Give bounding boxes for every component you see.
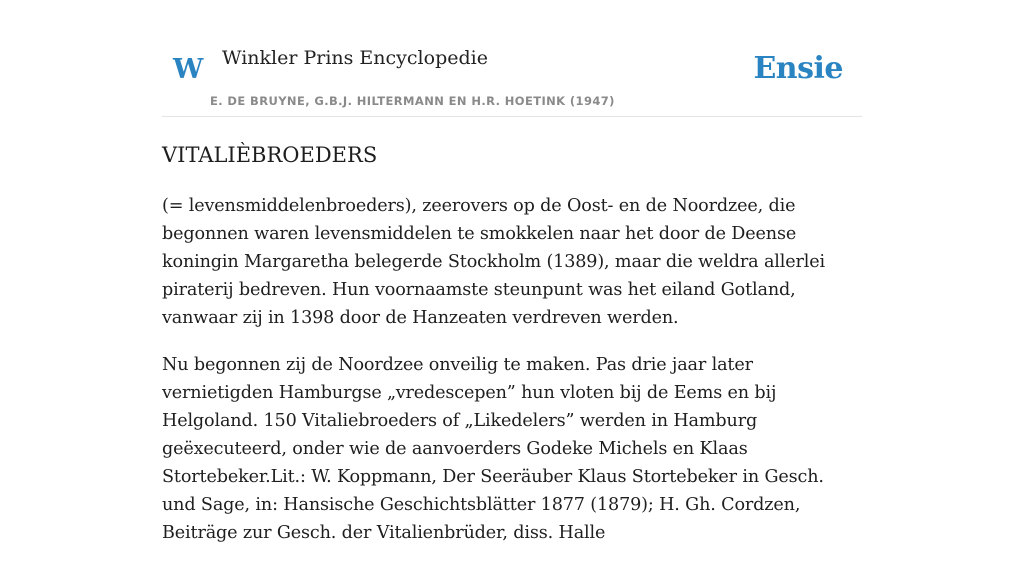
site-title[interactable]: Winkler Prins Encyclopedie (222, 47, 488, 69)
entry-body (162, 192, 862, 566)
entry-paragraph: Nu begonnen zij de Noordzee onveilig te maken. Pas drie jaar later vernietigden Hamburgse „vredescepen” hun vloten bij de Eems en bij Helgoland. 150 Vitaliebroeders of „Likedelers” werden in Hamburg geëxecuteerd, onder wie de aanvoerders Godeke Michels en Klaas Stortebeker.Lit.: W. Koppmann, Der Seeräuber Klaus Stortebeker in Gesch. und Sage, in: Hansische Geschichtsblätter 1877 (1879); H. Gh. Cordzen, Beiträge zur Gesch. der Vitalienbrüder, diss. Halle (162, 355, 824, 543)
entry-title: VITALIÈBROEDERS (162, 143, 378, 167)
ensie-brand-logo[interactable]: Ensie (753, 51, 843, 86)
article-page (162, 0, 862, 543)
entry-paragraph: (= levensmiddelenbroeders), zeerovers op de Oost- en de Noordzee, die begonnen waren levensmiddelen te smokkelen naar het door de Deense koningin Margaretha belegerde Stockholm (1389), maar die weldra allerlei piraterij bedreven. Hun voornaamste steunpunt was het eiland Gotland, vanwaar zij in 1398 door de Hanzeaten verdreven werden. (162, 196, 825, 328)
site-header (162, 0, 862, 117)
authors-line: E. DE BRUYNE, G.B.J. HILTERMANN EN H.R. HOETINK (1947) (210, 94, 615, 108)
winkler-prins-logo[interactable]: W (173, 54, 204, 85)
